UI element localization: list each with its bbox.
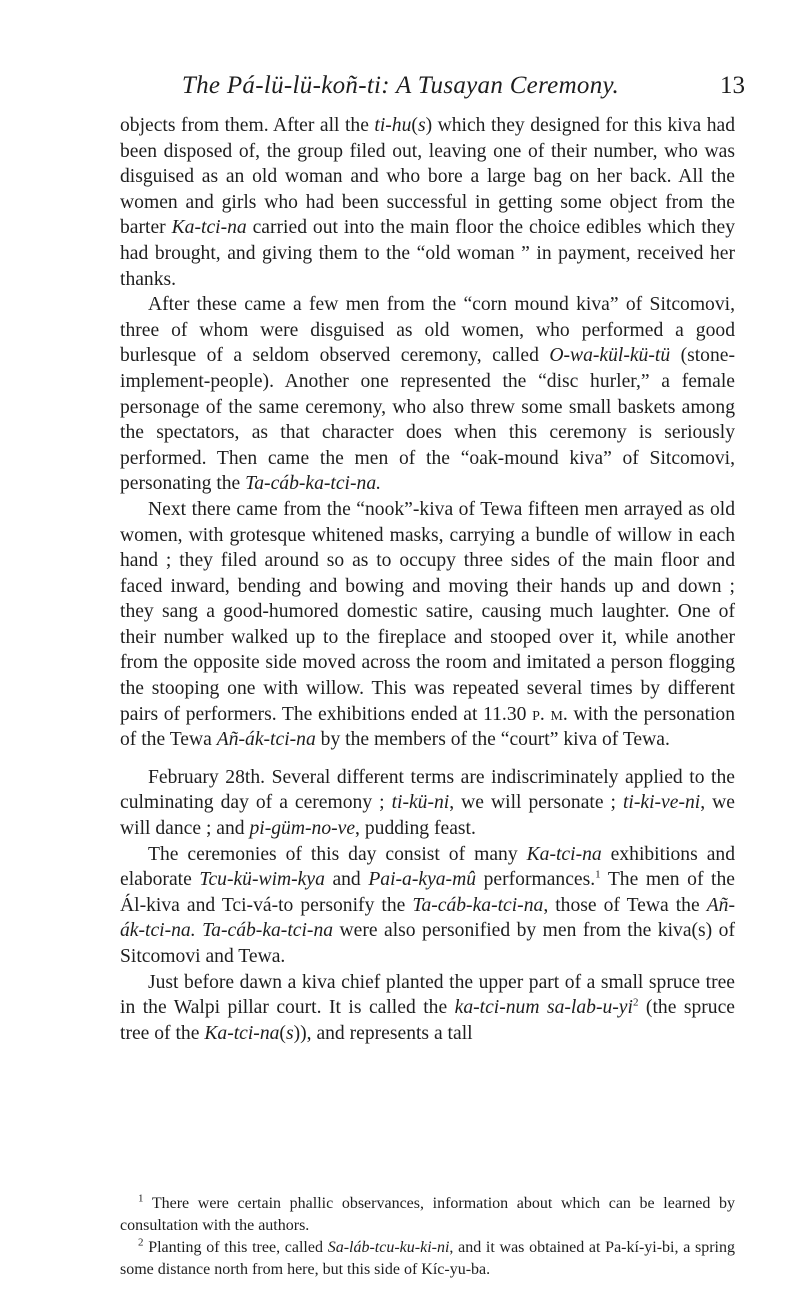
text-run: , those of Tewa the [543,894,707,916]
body-text [120,113,735,1046]
body-paragraph [120,497,735,753]
italic-term: Pai-a-kya-mû [368,869,477,891]
text-run: The men of the Ál-kiva and Tci-vá-to personify the [120,869,735,916]
body-paragraph [120,113,735,292]
text-run: , pudding feast. [355,818,476,840]
running-header [0,68,801,108]
text-run: (stone-implement-people). Another one represented the “disc hurler,” a female personage of the same ceremony, who also threw some small baskets among the spectators, as that character does when this ceremony is seriously performed. Then came the men of the “oak-mound kiva” of Sitcomovi, personating the [120,345,735,495]
text-run: ( [279,1022,286,1044]
footnote [120,1193,735,1237]
text-run: )), and represents a tall [293,1022,473,1044]
text-run: with the personation of the Tewa [120,703,735,751]
text-run: p. m. [532,703,568,725]
italic-term: ka-tci-num sa-lab-u-yi [454,997,633,1019]
running-title: The Pá-lü-lü-koñ-ti: A Tusayan Ceremony. [181,72,620,99]
footnote [120,1237,735,1281]
text-run: were also personified by men from the kiva(s) of Sitcomovi and Tewa. [120,920,735,967]
italic-term: s [417,115,426,136]
text-run: Planting of this tree, called [143,1239,328,1256]
footnote-marker: 1 [138,1192,144,1205]
text-run: After these came a few men from the “corn mound kiva” of Sitcomovi, three of whom were disguised as old women, who performed a good burlesque of a seldom observed ceremony, called [120,294,735,367]
footnote-marker: 2 [138,1236,144,1249]
text-run: and [324,869,369,891]
italic-term: Ka-tci-na [171,217,247,239]
text-run: exhibitions and elaborate [120,843,735,891]
text-run: by the members of the “court” kiva of Tewa. [315,729,670,751]
text-run: February 28th. Several different terms are indiscriminately applied to the culminating day of a ceremony ; [120,766,735,814]
italic-term: Ta-cáb-ka-tci-na [412,894,544,916]
italic-term: ti-kü-ni [391,792,450,814]
text-run: (the spruce tree of the [120,997,735,1044]
text-run: , we will personate ; [449,792,623,814]
text-run: performances. [476,869,596,891]
body-paragraph [120,292,735,497]
body-paragraph [120,842,735,970]
text-run: There were certain phallic observances, information about which can be learned by consultation with the authors. [120,1195,735,1234]
text-run: carried out into the main floor the choice edibles which they had brought, and giving them to the “old woman ” in payment, received her thanks. [120,217,735,290]
text-run: Next there came from the “nook”-kiva of Tewa fifteen men arrayed as old women, with grotesque whitened masks, carrying a bundle of willow in each hand ; they filed around so as to occupy three sides of the main floor and faced inward, bending and bowing and moving their hands up and down ; they sang a good-humored domestic satire, causing much laughter. One of their number walked up to the fireplace and stooped over it, while another from the opposite side moved across the room and imitated a person flogging the stooping one with willow. This was repeated several times by different pairs of performers. The exhibitions ended at 11.30 [120,498,735,725]
body-paragraph [120,970,735,1047]
text-run: The ceremonies of this day consist of many [148,843,527,865]
italic-term: s [285,1022,294,1044]
footnotes [120,1193,735,1281]
text-run: ) which they designed for this kiva had been disposed of, the group filed out, leaving one of their number, who was disguised as an old woman and who bore a large bag on her back. All the women and girls who had been successful in getting some object from the barter [120,115,735,239]
italic-term: ti-hu [374,115,412,136]
italic-term: Añ-ák-tci-na [216,729,316,751]
body-paragraph [120,765,735,842]
italic-term: Añ-ák-tci-na. [120,894,735,942]
italic-term: Ta-cáb-ka-tci-na [202,920,334,942]
italic-term: Ta-cáb-ka-tci-na. [245,473,382,495]
text-run: , we will dance ; and [120,792,735,840]
italic-term: Sa-láb-tcu-ku-ki-ni [327,1239,450,1256]
text-run: Just before dawn a kiva chief planted the upper part of a small spruce tree in the Walpi pillar court. It is called the [120,971,735,1019]
italic-term: pi-güm-no-ve [249,818,356,840]
text-run: objects from them. After all the [120,115,375,136]
italic-term: Ka-tci-na [526,843,602,865]
text-run: , and it was obtained at Pa-kí-yi-bi, a spring some distance north from here, but this side of Kíc-yu-ba. [120,1239,736,1278]
text-run: ( [411,115,418,136]
italic-term: O-wa-kül-kü-tü [549,345,671,367]
italic-term: Ka-tci-na [204,1022,280,1044]
footnote-marker: 2 [632,996,639,1009]
page-number: 13 [720,72,745,99]
footnote-marker: 1 [595,868,601,881]
italic-term: ti-ki-ve-ni [622,792,701,814]
italic-term: Tcu-kü-wim-kya [199,869,325,891]
